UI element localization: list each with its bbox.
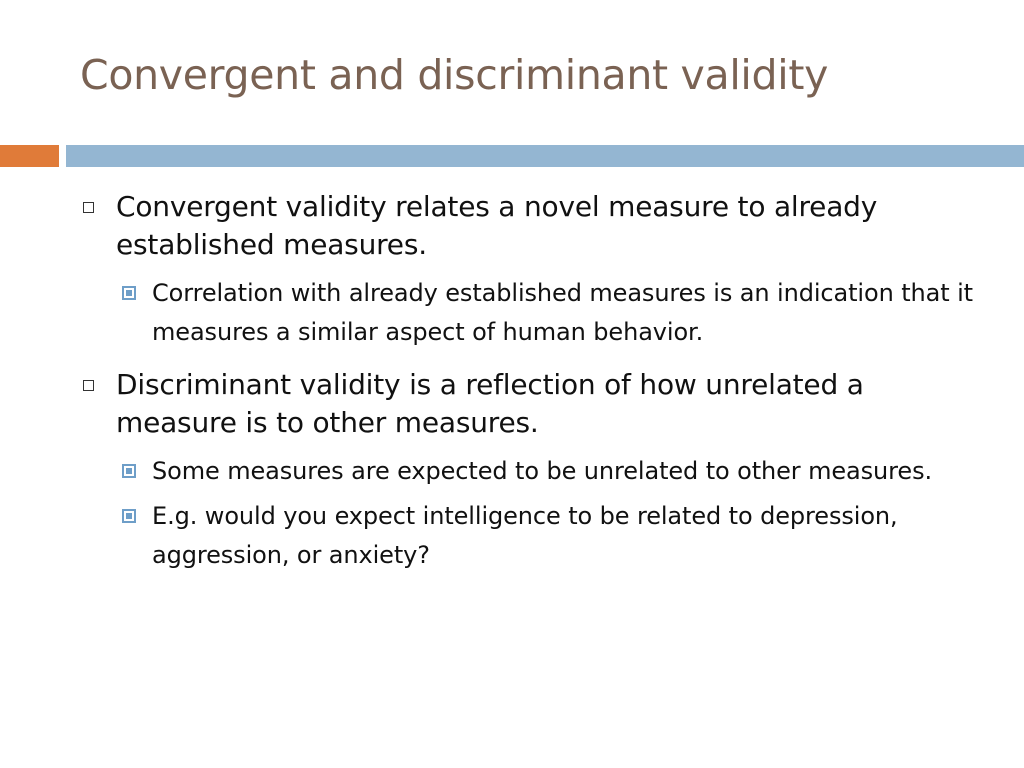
slide-title: Convergent and discriminant validity [80,51,829,99]
hollow-square-bullet-icon [83,202,94,213]
filled-square-bullet-icon [122,286,136,300]
slide-body [80,188,980,581]
filled-square-bullet-icon [122,509,136,523]
bullet-text: Convergent validity relates a novel measure to already established measures. [116,190,878,261]
title-rule-accent [0,145,59,167]
sub-bullet-text: Correlation with already established measures is an indication that it measures a similar aspect of human behavior. [152,279,973,346]
sub-bullet-item [116,274,980,352]
filled-square-bullet-icon [122,464,136,478]
sub-bullet-item [116,452,980,491]
sub-bullet-text: E.g. would you expect intelligence to be related to depression, aggression, or anxiety? [152,502,898,569]
bullet-item-convergent [80,188,980,264]
bullet-item-discriminant [80,366,980,442]
hollow-square-bullet-icon [83,380,94,391]
title-rule-bar [66,145,1024,167]
sub-bullet-text: Some measures are expected to be unrelated to other measures. [152,457,933,485]
sub-bullet-item [116,497,980,575]
bullet-text: Discriminant validity is a reflection of how unrelated a measure is to other measures. [116,368,864,439]
